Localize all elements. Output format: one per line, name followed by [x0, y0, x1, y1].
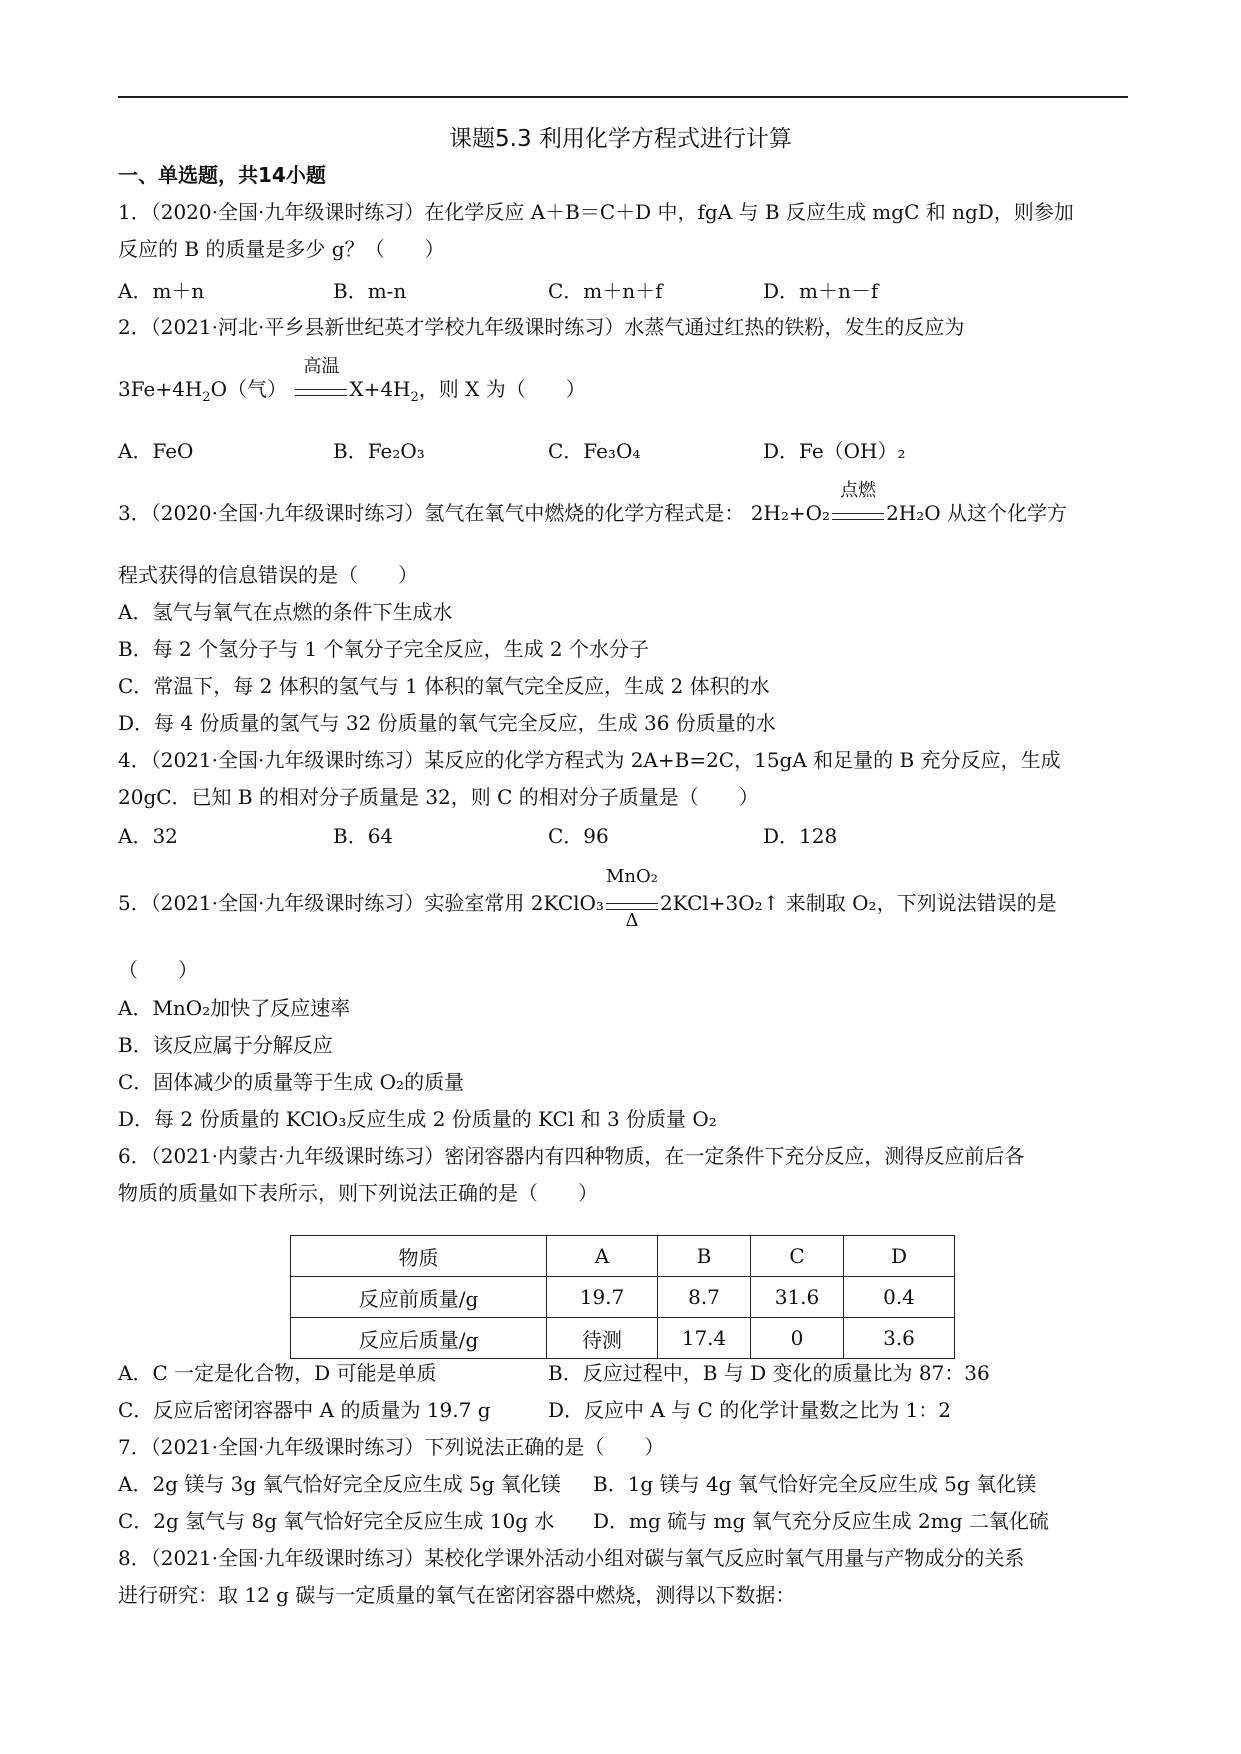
q6-options-row2 — [118, 1395, 1118, 1425]
table-header-cell: B — [658, 1236, 751, 1277]
q2-eq-left-sub: 2 — [202, 390, 211, 405]
q2-eq-right-sub: 2 — [410, 390, 419, 405]
q5-option-c[interactable]: C．固体减少的质量等于生成 O₂的质量 — [118, 1070, 465, 1094]
q5-eq-condition-top: MnO₂ — [605, 865, 658, 887]
table-header-cell: A — [547, 1236, 658, 1277]
q4-stem-line2: 20gC．已知 B 的相对分子质量是 32，则 C 的相对分子质量是（ ） — [118, 785, 759, 809]
q6-option-c[interactable]: C．反应后密闭容器中 A 的质量为 19.7 g — [118, 1398, 491, 1422]
page-title: 课题5.3 利用化学方程式进行计算 — [449, 126, 792, 152]
table-cell: 待测 — [547, 1318, 658, 1359]
q1-options — [118, 276, 1118, 306]
q6-option-b[interactable]: B．反应过程中，B 与 D 变化的质量比为 87：36 — [548, 1361, 990, 1385]
q5-eq-arrow — [604, 865, 660, 931]
q3-eq-condition: 点燃 — [840, 479, 877, 501]
q7-option-d[interactable]: D．mg 硫与 mg 氧气充分反应生成 2mg 二氧化硫 — [593, 1509, 1049, 1533]
q2-eq-condition: 高温 — [303, 355, 340, 377]
table-cell: 反应前质量/g — [291, 1277, 547, 1318]
q1-option-c[interactable]: C．m＋n＋f — [548, 279, 663, 303]
q5-stem-line1 — [118, 865, 1057, 931]
q4-option-d[interactable]: D．128 — [763, 824, 838, 848]
q5-eq-right: 2KCl+3O₂↑ — [659, 891, 780, 915]
q2-options — [118, 436, 1118, 466]
q8-stem-line2: 进行研究：取 12 g 碳与一定质量的氧气在密闭容器中燃烧，测得以下数据： — [118, 1583, 796, 1607]
q5-eq-condition-bottom: Δ — [625, 909, 639, 931]
q2-eq-tail: ，则 X 为（ ） — [418, 377, 586, 401]
q2-option-a[interactable]: A．FeO — [118, 439, 194, 463]
q1-stem-line2: 反应的 B 的质量是多少 g？（ ） — [118, 237, 445, 261]
q1-option-b[interactable]: B．m-n — [333, 279, 407, 303]
q4-options — [118, 821, 1118, 851]
q2-equation-line — [118, 355, 586, 413]
q5-option-b[interactable]: B．该反应属于分解反应 — [118, 1033, 333, 1057]
q3-stem-post: 从这个化学方 — [947, 501, 1068, 525]
q5-stem-post: 来制取 O₂，下列说法错误的是 — [785, 891, 1057, 915]
q3-eq-left: 2H₂+O₂ — [750, 501, 831, 525]
q3-option-a[interactable]: A．氢气与氧气在点燃的条件下生成水 — [118, 600, 453, 624]
q2-eq-right: X+4H — [349, 377, 411, 401]
q7-option-a[interactable]: A．2g 镁与 3g 氧气恰好完全反应生成 5g 氧化镁 — [118, 1472, 561, 1496]
table-cell: 8.7 — [658, 1277, 751, 1318]
q2-stem-line1: 2．（2021·河北·平乡县新世纪英才学校九年级课时练习）水蒸气通过红热的铁粉，发生的反应为 — [118, 315, 965, 339]
table-cell: 0 — [751, 1318, 844, 1359]
q3-option-b[interactable]: B．每 2 个氢分子与 1 个氧分子完全反应，生成 2 个水分子 — [118, 637, 650, 661]
table-header-cell: D — [844, 1236, 955, 1277]
q5-eq-left: 2KClO₃ — [530, 891, 604, 915]
table-cell: 反应后质量/g — [291, 1318, 547, 1359]
table-header-cell: C — [751, 1236, 844, 1277]
q2-option-b[interactable]: B．Fe₂O₃ — [333, 439, 425, 463]
table-cell: 0.4 — [844, 1277, 955, 1318]
q7-stem-line1: 7．（2021·全国·九年级课时练习）下列说法正确的是（ ） — [118, 1435, 665, 1459]
q1-stem-line1: 1．（2020·全国·九年级课时练习）在化学反应 A＋B＝C＋D 中，fgA 与 B 反应生成 mgC 和 ngD，则参加 — [118, 200, 1074, 224]
table-cell: 17.4 — [658, 1318, 751, 1359]
table-cell: 19.7 — [547, 1277, 658, 1318]
q7-option-b[interactable]: B．1g 镁与 4g 氧气恰好完全反应生成 5g 氧化镁 — [593, 1472, 1037, 1496]
q7-option-c[interactable]: C．2g 氢气与 8g 氧气恰好完全反应生成 10g 水 — [118, 1509, 555, 1533]
q6-stem-line1: 6．（2021·内蒙古·九年级课时练习）密闭容器内有四种物质，在一定条件下充分反应，测得反应前后各 — [118, 1144, 1025, 1168]
q6-stem-line2: 物质的质量如下表所示，则下列说法正确的是（ ） — [118, 1181, 598, 1205]
q7-options-row2 — [118, 1506, 1118, 1536]
q6-option-d[interactable]: D．反应中 A 与 C 的化学计量数之比为 1：2 — [548, 1398, 952, 1422]
q6-mass-table — [290, 1235, 955, 1359]
q4-option-b[interactable]: B．64 — [333, 824, 394, 848]
table-row — [291, 1277, 955, 1318]
q6-option-a[interactable]: A．C 一定是化合物，D 可能是单质 — [118, 1361, 437, 1385]
q4-option-a[interactable]: A．32 — [118, 824, 178, 848]
q3-stem-pre: 3．（2020·全国·九年级课时练习）氢气在氧气中燃烧的化学方程式是： — [118, 501, 745, 525]
table-cell: 31.6 — [751, 1277, 844, 1318]
q3-option-c[interactable]: C．常温下，每 2 体积的氢气与 1 体积的氧气完全反应，生成 2 体积的水 — [118, 674, 770, 698]
q2-eq-left-tail: O（气） — [210, 377, 287, 401]
q6-options-row1 — [118, 1358, 1118, 1388]
table-header-row — [291, 1236, 955, 1277]
q1-option-a[interactable]: A．m＋n — [118, 279, 205, 303]
table-row — [291, 1318, 955, 1359]
q8-stem-line1: 8．（2021·全国·九年级课时练习）某校化学课外活动小组对碳与氧气反应时氧气用量与产物成分的关系 — [118, 1546, 1025, 1570]
q2-eq-left: 3Fe+4H — [118, 377, 203, 401]
q3-eq-right: 2H₂O — [886, 501, 941, 525]
q4-stem-line1: 4．（2021·全国·九年级课时练习）某反应的化学方程式为 2A+B=2C，15gA 和足量的 B 充分反应，生成 — [118, 748, 1061, 772]
q5-option-a[interactable]: A．MnO₂加快了反应速率 — [118, 996, 351, 1020]
q5-stem-pre: 5．（2021·全国·九年级课时练习）实验室常用 — [118, 891, 525, 915]
q7-options-row1 — [118, 1469, 1118, 1499]
section-heading: 一、单选题，共14小题 — [118, 163, 326, 187]
q3-option-d[interactable]: D．每 4 份质量的氢气与 32 份质量的氧气完全反应，生成 36 份质量的水 — [118, 711, 776, 735]
q5-stem-line2: （ ） — [118, 958, 198, 982]
header-rule — [118, 96, 1128, 98]
q3-stem-line1 — [118, 479, 1068, 530]
q2-eq-arrow — [293, 355, 349, 406]
q2-option-d[interactable]: D．Fe（OH）₂ — [763, 439, 906, 463]
q1-option-d[interactable]: D．m＋n－f — [763, 279, 879, 303]
q2-option-c[interactable]: C．Fe₃O₄ — [548, 439, 641, 463]
q3-stem-line2: 程式获得的信息错误的是（ ） — [118, 563, 418, 587]
table-header-cell: 物质 — [291, 1236, 547, 1277]
q3-eq-arrow — [830, 479, 886, 530]
q5-option-d[interactable]: D．每 2 份质量的 KClO₃反应生成 2 份质量的 KCl 和 3 份质量 O₂ — [118, 1107, 717, 1131]
table-cell: 3.6 — [844, 1318, 955, 1359]
q4-option-c[interactable]: C．96 — [548, 824, 609, 848]
